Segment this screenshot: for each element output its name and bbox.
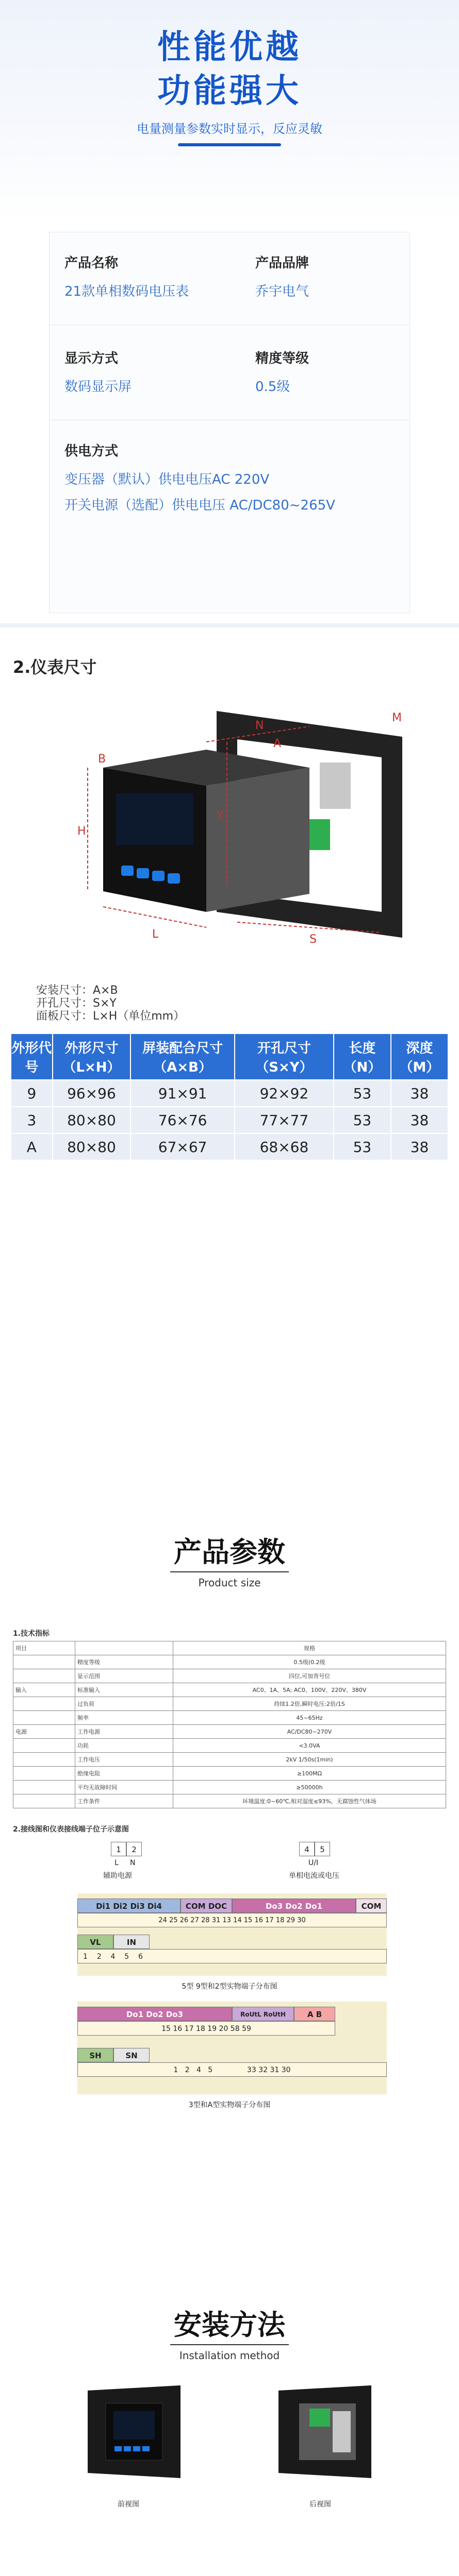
aux-terminal-2: 2 xyxy=(126,1842,142,1856)
tech-row: 平均无故障时间 ≥50000h xyxy=(13,1781,446,1794)
table-cell: 76×76 xyxy=(130,1107,235,1133)
table-cell: 3 xyxy=(11,1107,53,1133)
hero-title-line2: 功能强大 xyxy=(157,72,302,110)
sn-label: SN xyxy=(113,2048,150,2062)
front-view-image xyxy=(77,2380,191,2483)
table-row xyxy=(11,1080,448,1107)
table-cell: 80×80 xyxy=(53,1107,130,1133)
aux-terminal-1: 1 xyxy=(111,1842,126,1856)
table-row xyxy=(11,1133,448,1160)
params-subtitle: Product size xyxy=(198,1577,261,1589)
table-cell: 38 xyxy=(391,1107,448,1133)
signal-terminal-5: 5 xyxy=(315,1842,330,1856)
tech-spec-table xyxy=(13,1641,446,1808)
accuracy-value: 0.5级 xyxy=(255,379,290,395)
table-header: 外形尺寸（L×H） xyxy=(53,1033,130,1080)
table-header: 长度（N） xyxy=(334,1033,391,1080)
dim-label-h: H xyxy=(77,825,86,838)
install-title: 安装方法 xyxy=(174,2309,285,2341)
install-section xyxy=(0,2272,459,2576)
hero-section xyxy=(0,0,459,222)
tech-row: 显示范围 四位,可加背号位 xyxy=(13,1669,446,1683)
meter-button xyxy=(168,873,180,884)
display-label: 显示方式 xyxy=(64,351,119,366)
signal-label: 单相电流或电压 xyxy=(289,1872,339,1880)
row4-numbers: 1 2 4 5 33 32 31 30 xyxy=(77,2062,387,2077)
row3-numbers: 15 16 17 18 19 20 58 59 xyxy=(77,2021,335,2036)
hero-divider xyxy=(178,143,281,146)
tech-row: 频率 45~65Hz xyxy=(13,1711,446,1725)
hero-subtitle: 电量测量参数实时显示，反应灵敏 xyxy=(137,122,322,136)
ab-labels: A B xyxy=(294,2007,335,2021)
dim-label-y: Y xyxy=(217,809,224,822)
power-label: 供电方式 xyxy=(64,444,119,459)
com-doc-labels: COM DOC xyxy=(181,1899,232,1913)
tech-title: 1.技术指标 xyxy=(13,1630,50,1638)
tech-row: 工作条件 环境温度:0~60℃,相对湿度≤93%，无腐蚀性气体场 xyxy=(13,1794,446,1808)
meter-button xyxy=(152,871,165,881)
name-value: 21款单相数码电压表 xyxy=(64,284,189,299)
table-row xyxy=(11,1107,448,1133)
table-header: 屏装配合尺寸（A×B） xyxy=(130,1033,235,1080)
title-underline xyxy=(170,2344,289,2345)
table-cell: 38 xyxy=(391,1080,448,1107)
tech-row: 绝缘电阻 ≥100MΩ xyxy=(13,1767,446,1781)
table-cell: 91×91 xyxy=(130,1080,235,1107)
dimensions-title: 2.仪表尺寸 xyxy=(13,657,97,677)
dim-label-a: A xyxy=(273,737,282,750)
table-cell: 68×68 xyxy=(235,1133,334,1160)
mounting-bracket xyxy=(320,762,351,809)
aux-l: L xyxy=(114,1859,119,1867)
params-title: 产品参数 xyxy=(174,1536,285,1568)
tech-head xyxy=(75,1641,173,1655)
table-cell: 92×92 xyxy=(235,1080,334,1107)
com-label: COM xyxy=(356,1899,387,1913)
cutout-size-note: 开孔尺寸：S×Y xyxy=(36,997,117,1010)
tech-row: 过负荷 持续1.2倍,瞬时电压:2倍/1S xyxy=(13,1697,446,1711)
table-cell: 9 xyxy=(11,1080,53,1107)
signal-terminal-4: 4 xyxy=(299,1842,315,1856)
di-labels: Di1 Di2 Di3 Di4 xyxy=(77,1899,181,1913)
install-size-note: 安装尺寸：A×B xyxy=(36,984,118,997)
tech-row: 功耗 <3.0VA xyxy=(13,1739,446,1753)
dim-label-s: S xyxy=(309,933,317,946)
product-info-section xyxy=(0,222,459,623)
meter-button xyxy=(121,866,134,876)
table-cell: 53 xyxy=(334,1107,391,1133)
signal-ui: U/I xyxy=(308,1859,319,1867)
power-value-2: 开关电源（选配）供电电压 AC/DC80~265V xyxy=(64,498,335,513)
meter-button xyxy=(137,868,149,878)
product-params-section xyxy=(0,1463,459,2272)
panel-size-note: 面板尺寸：L×H（单位mm） xyxy=(36,1010,185,1023)
name-label: 产品名称 xyxy=(64,256,119,271)
aux-power-label: 辅助电源 xyxy=(103,1872,132,1880)
dim-label-l: L xyxy=(152,928,159,941)
vl-label: VL xyxy=(77,1935,113,1949)
in-label: IN xyxy=(113,1935,150,1949)
tech-head: 规格 xyxy=(173,1641,446,1655)
dim-label-b: B xyxy=(98,753,106,766)
tech-row: 精度等级 0.5级(0.2级 xyxy=(13,1655,446,1669)
table-cell: 80×80 xyxy=(53,1133,130,1160)
back-view-image xyxy=(268,2380,382,2483)
meter-dimension-diagram xyxy=(21,690,433,948)
table-cell: 67×67 xyxy=(130,1133,235,1160)
sh-label: SH xyxy=(77,2048,113,2062)
table-cell: 38 xyxy=(391,1133,448,1160)
dim-label-m: M xyxy=(392,711,402,724)
front-view-label: 前视图 xyxy=(118,2500,139,2509)
meter-screen xyxy=(116,793,193,845)
row2-numbers: 1 2 4 5 6 xyxy=(77,1949,387,1963)
display-value: 数码显示屏 xyxy=(64,379,132,395)
table-header: 开孔尺寸（S×Y） xyxy=(235,1033,334,1080)
title-underline xyxy=(170,1571,289,1572)
brand-value: 乔宇电气 xyxy=(255,284,309,299)
meter-side xyxy=(206,768,309,912)
table-cell: 96×96 xyxy=(53,1080,130,1107)
caption-1: 5型 9型和2型实物端子分布图 xyxy=(182,1982,277,1991)
do-labels: Do3 Do2 Do1 xyxy=(232,1899,356,1913)
hero-title-line1: 性能优越 xyxy=(157,28,302,66)
table-cell: 77×77 xyxy=(235,1107,334,1133)
row1-numbers: 24 25 26 27 28 31 13 14 15 16 17 18 29 30 xyxy=(77,1913,387,1927)
dimension-table xyxy=(10,1033,449,1161)
wiring-title: 2.接线图和仪表接线端子位子示意图 xyxy=(13,1825,129,1834)
divider-band xyxy=(0,623,459,628)
table-header: 外形代号 xyxy=(11,1033,53,1080)
rout-labels: RoUtL RoUtH xyxy=(232,2007,294,2021)
aux-n: N xyxy=(130,1859,136,1867)
terminal-block xyxy=(309,819,330,850)
install-subtitle: Installation method xyxy=(179,2349,280,2362)
caption-2: 3型和A型实物端子分布图 xyxy=(188,2101,271,2109)
power-value-1: 变压器（默认）供电电压AC 220V xyxy=(64,472,270,487)
accuracy-label: 精度等级 xyxy=(255,351,309,366)
table-cell: 53 xyxy=(334,1133,391,1160)
tech-row: 电源 工作电源 AC/DC80~270V xyxy=(13,1725,446,1739)
table-cell: 53 xyxy=(334,1080,391,1107)
table-header: 深度（M） xyxy=(391,1033,448,1080)
dim-label-n: N xyxy=(255,719,264,732)
dimensions-section xyxy=(0,623,459,1463)
do-labels-2: Do1 Do2 Do3 xyxy=(77,2007,232,2021)
back-view-label: 后视图 xyxy=(309,2500,331,2509)
tech-row: 输入 标准输入 AC0、1A、5A; AC0、100V、220V、380V xyxy=(13,1683,446,1697)
tech-head: 项目 xyxy=(13,1641,75,1655)
table-cell: A xyxy=(11,1133,53,1160)
tech-row: 工作电压 2kV 1/50s(1min) xyxy=(13,1753,446,1767)
brand-label: 产品品牌 xyxy=(255,256,309,271)
